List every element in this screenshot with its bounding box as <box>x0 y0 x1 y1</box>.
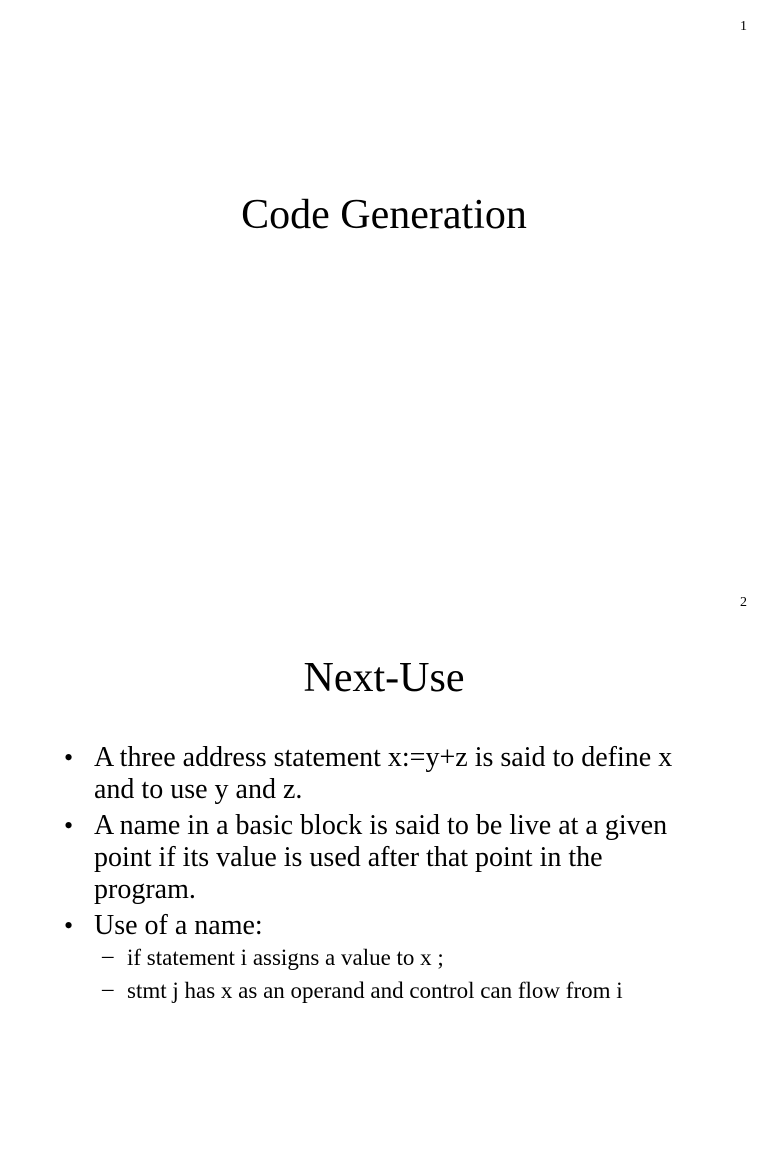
slide-2 <box>0 576 768 1152</box>
slide-title: Next-Use <box>303 655 465 701</box>
bullet-icon: • <box>64 811 74 840</box>
bullet-text: A name in a basic block is said to be live at a given point if its value is used after that point in the program. <box>94 810 668 905</box>
bullet-text: A three address statement x:=y+z is said to define x and to use y and z. <box>94 742 673 805</box>
dash-icon: – <box>102 943 114 968</box>
bullet-icon: • <box>64 911 74 940</box>
sub-bullet-text: stmt j has x as an operand and control can flow from i <box>127 978 623 1003</box>
page-number: 2 <box>740 595 747 610</box>
sub-bullet-text: if statement i assigns a value to x ; <box>127 945 444 970</box>
dash-icon: – <box>102 976 114 1001</box>
bullet-list <box>64 742 704 1010</box>
bullet-icon: • <box>64 743 74 772</box>
sub-bullet-item <box>102 944 704 972</box>
bullet-item <box>64 742 704 806</box>
page-number: 1 <box>740 19 747 34</box>
slide-title: Code Generation <box>241 192 527 238</box>
sub-bullet-list <box>94 944 704 1005</box>
bullet-item <box>64 910 704 1005</box>
bullet-item <box>64 810 704 906</box>
bullet-text: Use of a name: <box>94 910 263 941</box>
sub-bullet-item <box>102 977 704 1005</box>
